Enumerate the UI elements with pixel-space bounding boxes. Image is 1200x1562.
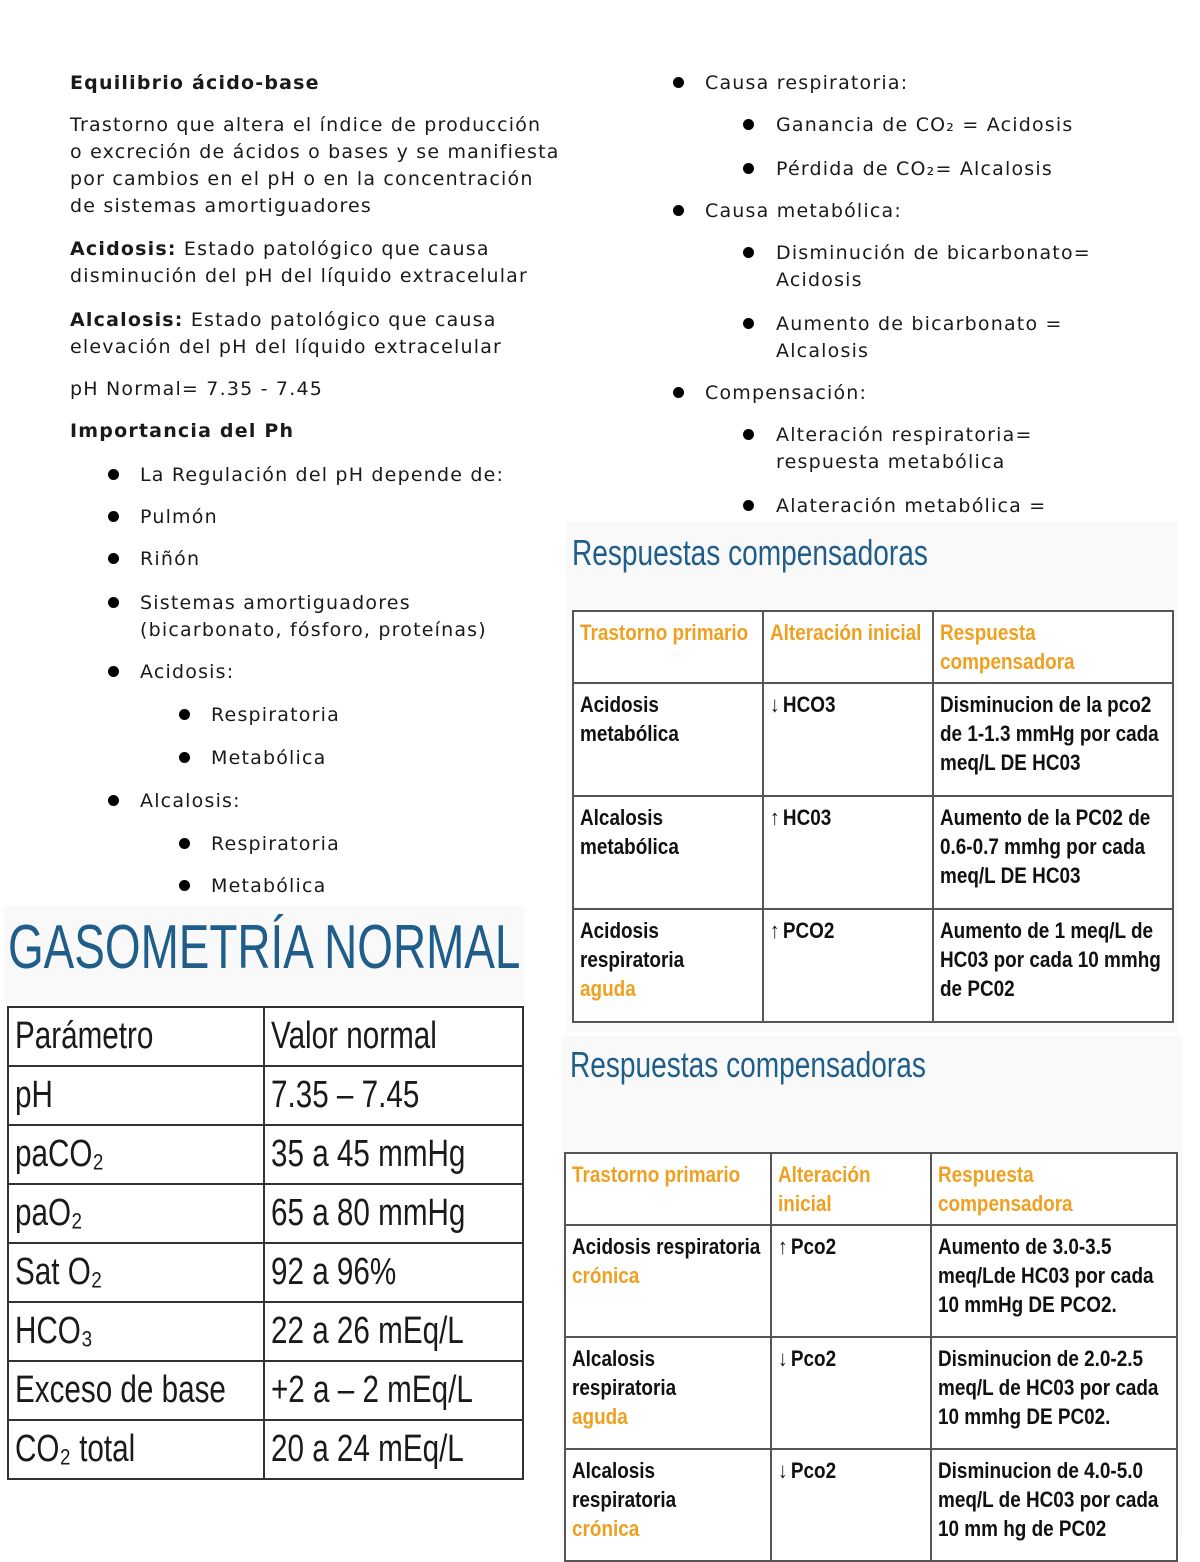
table-row bbox=[8, 1125, 523, 1184]
table-cell: pH bbox=[15, 1074, 53, 1116]
intro-line: por cambios en el pH o en la concentración bbox=[70, 168, 534, 190]
alteracion: Pco2 bbox=[790, 1346, 837, 1371]
bullet-icon bbox=[743, 163, 754, 174]
list-item bbox=[776, 422, 1033, 476]
header-cell: Respuesta compensadora bbox=[938, 1162, 1073, 1216]
header-cell: Alteración inicial bbox=[770, 620, 922, 645]
table-row bbox=[573, 683, 1173, 796]
trastorno: Alcalosis metabólica bbox=[580, 805, 679, 859]
gasometria-title: GASOMETRÍA NORMAL bbox=[8, 913, 521, 982]
list-item: Ganancia de CO₂ = Acidosis bbox=[776, 114, 1074, 136]
list-item-line: Aumento de bicarbonato = bbox=[776, 313, 1063, 335]
bullet-icon bbox=[108, 553, 119, 564]
alteracion: Pco2 bbox=[790, 1458, 837, 1483]
alteracion: Pco2 bbox=[790, 1234, 837, 1259]
list-item: Respiratoria bbox=[211, 833, 340, 855]
respuesta: Aumento de la PC02 de 0.6-0.7 mmhg por cada meq/L DE HC03 bbox=[940, 805, 1151, 888]
table-cell: 20 a 24 mEq/L bbox=[271, 1428, 464, 1470]
bullet-icon bbox=[179, 752, 190, 763]
header-cell: Trastorno primario bbox=[580, 620, 749, 645]
bullet-icon bbox=[108, 511, 119, 522]
trastorno-qualifier: crónica bbox=[572, 1516, 640, 1541]
table-row bbox=[8, 1420, 523, 1479]
arrow-up-icon: ↑ bbox=[778, 1234, 788, 1259]
list-item: Alcalosis: bbox=[140, 790, 241, 812]
respuesta: Disminucion de 2.0-2.5 meq/L de HC03 por cada 10 mmhg DE PC02. bbox=[938, 1346, 1159, 1429]
alteracion: HC03 bbox=[782, 805, 832, 830]
header-cell: Alteración inicial bbox=[778, 1162, 871, 1216]
intro-line: Trastorno que altera el índice de producción bbox=[70, 114, 542, 136]
table-row bbox=[8, 1302, 523, 1361]
bullet-icon bbox=[108, 666, 119, 677]
table-cell: 35 a 45 mmHg bbox=[271, 1133, 466, 1175]
section-title: Equilibrio ácido-base bbox=[70, 72, 320, 94]
table-cell: Parámetro bbox=[15, 1015, 154, 1057]
table-row bbox=[573, 909, 1173, 1022]
trastorno: Acidosis metabólica bbox=[580, 692, 679, 746]
bullet-icon bbox=[179, 709, 190, 720]
comp2-table bbox=[564, 1152, 1178, 1562]
list-item: Respiratoria bbox=[211, 704, 340, 726]
list-item: Alateración metabólica = bbox=[776, 495, 1047, 517]
list-item: Pulmón bbox=[140, 506, 218, 528]
table-row bbox=[8, 1361, 523, 1420]
list-item bbox=[776, 311, 1063, 365]
bullet-icon bbox=[743, 247, 754, 258]
bullet-icon bbox=[743, 119, 754, 130]
respuesta: Disminucion de 4.0-5.0 meq/L de HC03 por cada 10 mm hg de PC02 bbox=[938, 1458, 1159, 1541]
list-item-line: Disminución de bicarbonato= bbox=[776, 242, 1091, 264]
table-cell: 92 a 96% bbox=[271, 1251, 397, 1293]
list-item bbox=[140, 590, 487, 644]
list-item: Compensación: bbox=[705, 382, 868, 404]
header-cell: Respuesta compensadora bbox=[940, 620, 1075, 674]
list-item-line: Alteración respiratoria= bbox=[776, 424, 1033, 446]
list-item-line: (bicarbonato, fósforo, proteínas) bbox=[140, 619, 487, 641]
table-row bbox=[565, 1337, 1177, 1449]
table-row bbox=[8, 1007, 523, 1066]
bullet-icon bbox=[179, 880, 190, 891]
acidosis-definition bbox=[70, 236, 528, 290]
table-row bbox=[573, 796, 1173, 909]
respuesta: Aumento de 3.0-3.5 meq/Lde HC03 por cada 10 mmHg DE PCO2. bbox=[938, 1234, 1154, 1317]
table-row bbox=[565, 1449, 1177, 1561]
trastorno-qualifier: aguda bbox=[572, 1404, 628, 1429]
list-item: Pérdida de CO₂= Alcalosis bbox=[776, 158, 1053, 180]
table-cell: Sat O₂ bbox=[15, 1251, 103, 1293]
list-item bbox=[776, 240, 1091, 294]
table-cell: 7.35 – 7.45 bbox=[271, 1074, 420, 1116]
ph-normal: pH Normal= 7.35 - 7.45 bbox=[70, 378, 324, 400]
comp2-title: Respuestas compensadoras bbox=[570, 1044, 926, 1085]
list-item: Riñón bbox=[140, 548, 201, 570]
arrow-down-icon: ↓ bbox=[770, 692, 780, 717]
table-cell: 65 a 80 mmHg bbox=[271, 1192, 466, 1234]
respuesta: Disminucion de la pco2 de 1-1.3 mmHg por cada meq/L DE HC03 bbox=[940, 692, 1159, 775]
gasometria-table bbox=[7, 1006, 524, 1480]
acidosis-term: Acidosis: bbox=[70, 238, 177, 260]
comp1-title: Respuestas compensadoras bbox=[572, 532, 928, 573]
bullet-icon bbox=[743, 429, 754, 440]
list-item: Causa metabólica: bbox=[705, 200, 902, 222]
list-item-line: Acidosis bbox=[776, 269, 863, 291]
alteracion: HCO3 bbox=[782, 692, 836, 717]
table-header-row bbox=[565, 1153, 1177, 1225]
arrow-down-icon: ↓ bbox=[778, 1346, 788, 1371]
arrow-up-icon: ↑ bbox=[770, 918, 780, 943]
acidosis-def: Estado patológico que causa bbox=[176, 238, 490, 260]
list-item-line: Sistemas amortiguadores bbox=[140, 592, 411, 614]
respuesta: Aumento de 1 meq/L de HC03 por cada 10 mmhg de PC02 bbox=[940, 918, 1161, 1001]
table-row bbox=[8, 1243, 523, 1302]
acidosis-def-line2: disminución del pH del líquido extracelular bbox=[70, 265, 529, 287]
bullet-icon bbox=[108, 469, 119, 480]
table-cell: Exceso de base bbox=[15, 1369, 226, 1411]
list-item: Acidosis: bbox=[140, 661, 235, 683]
table-header-row bbox=[573, 611, 1173, 683]
alteracion: PCO2 bbox=[782, 918, 835, 943]
table-cell: HCO₃ bbox=[15, 1310, 93, 1352]
table-cell: Valor normal bbox=[271, 1015, 437, 1057]
list-item-line: Alcalosis bbox=[776, 340, 870, 362]
list-item-line: respuesta metabólica bbox=[776, 451, 1006, 473]
arrow-up-icon: ↑ bbox=[770, 805, 780, 830]
alcalosis-term: Alcalosis: bbox=[70, 309, 184, 331]
bullet-icon bbox=[743, 500, 754, 511]
intro-paragraph bbox=[70, 112, 560, 220]
header-cell: Trastorno primario bbox=[572, 1162, 741, 1187]
table-row bbox=[8, 1066, 523, 1125]
trastorno: Alcalosis respiratoria bbox=[572, 1346, 677, 1400]
table-cell: paO₂ bbox=[15, 1192, 83, 1234]
list-item: Metabólica bbox=[211, 875, 327, 897]
table-cell: paCO₂ bbox=[15, 1133, 104, 1175]
table-cell: +2 a – 2 mEq/L bbox=[271, 1369, 473, 1411]
table-cell: CO₂ total bbox=[15, 1428, 136, 1470]
bullet-icon bbox=[673, 205, 684, 216]
table-row bbox=[8, 1184, 523, 1243]
alcalosis-def-line2: elevación del pH del líquido extracelular bbox=[70, 336, 503, 358]
alcalosis-definition bbox=[70, 307, 502, 361]
bullet-icon bbox=[673, 387, 684, 398]
intro-line: o excreción de ácidos o bases y se manifiesta bbox=[70, 141, 560, 163]
intro-line: de sistemas amortiguadores bbox=[70, 195, 373, 217]
trastorno: Acidosis respiratoria bbox=[572, 1234, 761, 1259]
importance-title: Importancia del Ph bbox=[70, 420, 295, 442]
trastorno: Alcalosis respiratoria bbox=[572, 1458, 677, 1512]
list-item: Metabólica bbox=[211, 747, 327, 769]
trastorno-qualifier: aguda bbox=[580, 976, 636, 1001]
arrow-down-icon: ↓ bbox=[778, 1458, 788, 1483]
bullet-icon bbox=[673, 77, 684, 88]
list-item: La Regulación del pH depende de: bbox=[140, 464, 505, 486]
bullet-icon bbox=[743, 318, 754, 329]
bullet-icon bbox=[108, 597, 119, 608]
bullet-icon bbox=[108, 795, 119, 806]
bullet-icon bbox=[179, 838, 190, 849]
table-row bbox=[565, 1225, 1177, 1337]
alcalosis-def: Estado patológico que causa bbox=[183, 309, 497, 331]
trastorno: Acidosis respiratoria bbox=[580, 918, 685, 972]
comp1-table bbox=[572, 610, 1174, 1023]
list-item: Causa respiratoria: bbox=[705, 72, 909, 94]
trastorno-qualifier: crónica bbox=[572, 1263, 640, 1288]
table-cell: 22 a 26 mEq/L bbox=[271, 1310, 464, 1352]
